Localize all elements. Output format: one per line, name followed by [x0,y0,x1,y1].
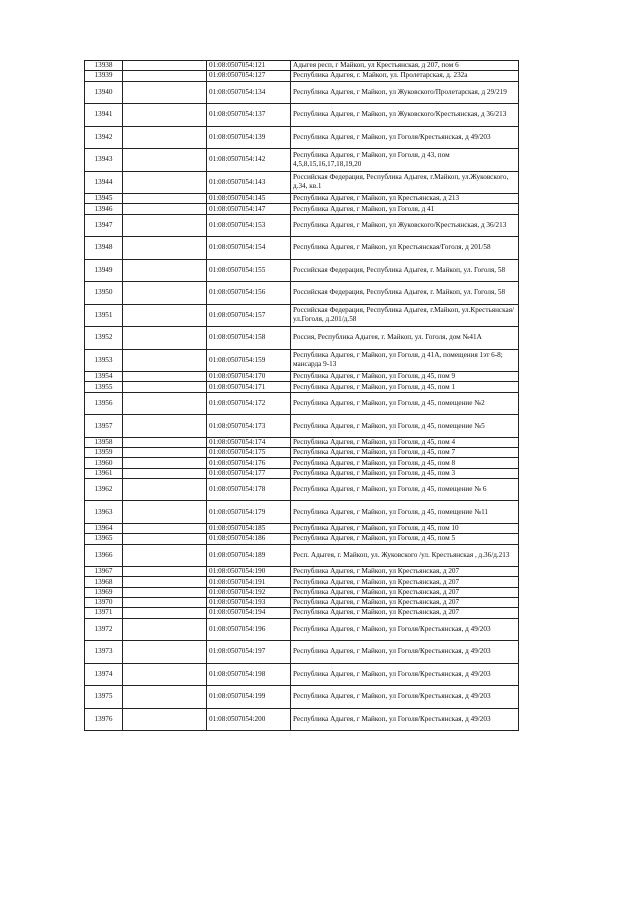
cadastral-number: 01:08:0507054:145 [207,194,291,204]
row-number: 13966 [85,544,123,567]
row-number: 13958 [85,437,123,447]
cadastral-number: 01:08:0507054:155 [207,259,291,282]
row-number: 13962 [85,478,123,501]
table-row [85,534,519,544]
empty-cell [123,104,207,127]
table-row [85,458,519,468]
address-cell: Республика Адыгея, г Майкоп, ул Гоголя, д 43, пом 4,5,8,15,16,17,18,19,20 [291,149,519,172]
empty-cell [123,126,207,149]
empty-cell [123,663,207,686]
row-number: 13956 [85,392,123,415]
row-number: 13975 [85,686,123,709]
address-cell: Российская Федерация, Республика Адыгея, г. Майкоп, ул. Гоголя, 58 [291,282,519,305]
empty-cell [123,149,207,172]
address-cell: Россия, Республика Адыгея, г. Майкоп, ул. Гоголя, дом №41А [291,327,519,350]
table-row [85,104,519,127]
row-number: 13940 [85,81,123,104]
cadastral-number: 01:08:0507054:137 [207,104,291,127]
address-cell: Республика Адыгея, г Майкоп, ул Гоголя, д 45, пом 9 [291,372,519,382]
table-row [85,577,519,587]
empty-cell [123,567,207,577]
cadastral-number: 01:08:0507054:134 [207,81,291,104]
cadastral-number: 01:08:0507054:194 [207,608,291,618]
empty-cell [123,587,207,597]
cadastral-number: 01:08:0507054:158 [207,327,291,350]
empty-cell [123,194,207,204]
cadastral-number: 01:08:0507054:200 [207,708,291,731]
table-row [85,448,519,458]
empty-cell [123,81,207,104]
cadastral-number: 01:08:0507054:185 [207,523,291,533]
table-row [85,214,519,237]
table-row [85,587,519,597]
empty-cell [123,448,207,458]
table-row [85,641,519,664]
row-number: 13969 [85,587,123,597]
cadastral-number: 01:08:0507054:196 [207,618,291,641]
row-number: 13938 [85,61,123,71]
cadastral-number: 01:08:0507054:170 [207,372,291,382]
table-row [85,81,519,104]
cadastral-number: 01:08:0507054:191 [207,577,291,587]
address-cell: Республика Адыгея, г Майкоп, ул Гоголя, д 45, помещение №2 [291,392,519,415]
table-row [85,382,519,392]
empty-cell [123,372,207,382]
table-row [85,523,519,533]
table-row [85,708,519,731]
table-row [85,349,519,372]
row-number: 13952 [85,327,123,350]
empty-cell [123,686,207,709]
table-row [85,618,519,641]
row-number: 13963 [85,501,123,524]
table-row [85,415,519,438]
empty-cell [123,544,207,567]
row-number: 13945 [85,194,123,204]
table-row [85,544,519,567]
table-row [85,437,519,447]
row-number: 13971 [85,608,123,618]
empty-cell [123,204,207,214]
address-cell: Республика Адыгея, г Майкоп, ул Гоголя/Крестьянская, д 49/203 [291,686,519,709]
row-number: 13948 [85,237,123,260]
table-row [85,392,519,415]
row-number: 13976 [85,708,123,731]
address-cell: Республика Адыгея, г Майкоп, ул Жуковского/Пролетарская, д 29/219 [291,81,519,104]
cadastral-number: 01:08:0507054:171 [207,382,291,392]
empty-cell [123,304,207,327]
row-number: 13947 [85,214,123,237]
empty-cell [123,618,207,641]
cadastral-number: 01:08:0507054:143 [207,171,291,194]
row-number: 13951 [85,304,123,327]
address-cell: Республика Адыгея, г Майкоп, ул Гоголя, д 45, помещение № 6 [291,478,519,501]
row-number: 13970 [85,597,123,607]
cadastral-number: 01:08:0507054:175 [207,448,291,458]
row-number: 13950 [85,282,123,305]
address-cell: Республика Адыгея, г Майкоп, ул Жуковского/Крестьянская, д 36/213 [291,214,519,237]
address-cell: Республика Адыгея, г. Майкоп, ул. Пролетарская, д. 232а [291,71,519,81]
table-row [85,663,519,686]
row-number: 13972 [85,618,123,641]
table-row [85,567,519,577]
address-cell: Российская Федерация, Республика Адыгея, г.Майкоп, ул.Крестьянская/ул.Гоголя, д.201/д.58 [291,304,519,327]
empty-cell [123,237,207,260]
empty-cell [123,478,207,501]
table-row [85,686,519,709]
row-number: 13965 [85,534,123,544]
address-cell: Респ. Адыгея, г. Майкоп, ул. Жуковского /ул. Крестьянская , д.36/д.213 [291,544,519,567]
table-row [85,171,519,194]
cadastral-number: 01:08:0507054:159 [207,349,291,372]
cadastral-number: 01:08:0507054:173 [207,415,291,438]
cadastral-number: 01:08:0507054:176 [207,458,291,468]
table-row [85,597,519,607]
empty-cell [123,171,207,194]
cadastral-number: 01:08:0507054:190 [207,567,291,577]
empty-cell [123,523,207,533]
cadastral-number: 01:08:0507054:193 [207,597,291,607]
address-cell: Республика Адыгея, г Майкоп, ул Крестьянская, д 207 [291,608,519,618]
row-number: 13941 [85,104,123,127]
empty-cell [123,214,207,237]
address-cell: Республика Адыгея, г Майкоп, ул Гоголя, д 45, пом 10 [291,523,519,533]
cadastral-number: 01:08:0507054:178 [207,478,291,501]
cadastral-number: 01:08:0507054:189 [207,544,291,567]
cadastral-number: 01:08:0507054:177 [207,468,291,478]
empty-cell [123,577,207,587]
row-number: 13942 [85,126,123,149]
row-number: 13949 [85,259,123,282]
table-row [85,327,519,350]
address-cell: Республика Адыгея, г Майкоп, ул Гоголя/Крестьянская, д 49/203 [291,618,519,641]
empty-cell [123,468,207,478]
cadastral-number: 01:08:0507054:153 [207,214,291,237]
row-number: 13967 [85,567,123,577]
cadastral-number: 01:08:0507054:121 [207,61,291,71]
cadastral-number: 01:08:0507054:157 [207,304,291,327]
empty-cell [123,641,207,664]
address-cell: Адыгея респ, г Майкоп, ул Крестьянская, д 207, пом 6 [291,61,519,71]
row-number: 13946 [85,204,123,214]
table-row [85,204,519,214]
address-cell: Республика Адыгея, г Майкоп, ул Гоголя, д 45, помещение №11 [291,501,519,524]
empty-cell [123,327,207,350]
row-number: 13968 [85,577,123,587]
table-row [85,501,519,524]
empty-cell [123,349,207,372]
row-number: 13961 [85,468,123,478]
address-cell: Республика Адыгея, г Майкоп, ул Крестьянская, д 207 [291,587,519,597]
table-row [85,304,519,327]
address-cell: Республика Адыгея, г Майкоп, ул Гоголя/Крестьянская, д 49/203 [291,126,519,149]
empty-cell [123,501,207,524]
table-row [85,478,519,501]
address-cell: Республика Адыгея, г Майкоп, ул Крестьянская, д 207 [291,577,519,587]
empty-cell [123,382,207,392]
cadastral-number: 01:08:0507054:147 [207,204,291,214]
address-cell: Республика Адыгея, г Майкоп, ул Гоголя, д 45, пом 4 [291,437,519,447]
empty-cell [123,259,207,282]
table-row [85,608,519,618]
address-cell: Республика Адыгея, г Майкоп, ул Крестьянская, д 207 [291,597,519,607]
row-number: 13960 [85,458,123,468]
empty-cell [123,534,207,544]
empty-cell [123,415,207,438]
table-row [85,71,519,81]
table-row [85,61,519,71]
address-cell: Республика Адыгея, г Майкоп, ул Гоголя, д 45, помещение №5 [291,415,519,438]
table-row [85,282,519,305]
cadastral-number: 01:08:0507054:154 [207,237,291,260]
cadastral-number: 01:08:0507054:127 [207,71,291,81]
address-cell: Республика Адыгея, г Майкоп, ул Гоголя, д 45, пом 7 [291,448,519,458]
empty-cell [123,71,207,81]
address-cell: Республика Адыгея, г Майкоп, ул Жуковского/Крестьянская, д 36/213 [291,104,519,127]
address-cell: Республика Адыгея, г Майкоп, ул Гоголя/Крестьянская, д 49/203 [291,663,519,686]
address-cell: Российская Федерация, Республика Адыгея, г. Майкоп, ул. Гоголя, 58 [291,259,519,282]
empty-cell [123,608,207,618]
row-number: 13953 [85,349,123,372]
address-cell: Республика Адыгея, г Майкоп, ул Гоголя, д 45, пом 3 [291,468,519,478]
row-number: 13973 [85,641,123,664]
empty-cell [123,392,207,415]
row-number: 13974 [85,663,123,686]
empty-cell [123,282,207,305]
address-cell: Республика Адыгея, г Майкоп, ул Крестьянская, д 213 [291,194,519,204]
address-cell: Республика Адыгея, г Майкоп, ул Гоголя/Крестьянская, д 49/203 [291,708,519,731]
registry-table [84,60,519,731]
empty-cell [123,708,207,731]
address-cell: Республика Адыгея, г Майкоп, ул Гоголя, д 41 [291,204,519,214]
cadastral-number: 01:08:0507054:186 [207,534,291,544]
cadastral-number: 01:08:0507054:198 [207,663,291,686]
cadastral-number: 01:08:0507054:142 [207,149,291,172]
empty-cell [123,458,207,468]
address-cell: Российская Федерация, Республика Адыгея, г.Майкоп, ул.Жуковского, д.34, кв.1 [291,171,519,194]
table-row [85,149,519,172]
cadastral-number: 01:08:0507054:179 [207,501,291,524]
address-cell: Республика Адыгея, г Майкоп, ул Гоголя, д 41А, помещения 1эт 6-8; мансарда 9-13 [291,349,519,372]
row-number: 13954 [85,372,123,382]
address-cell: Республика Адыгея, г Майкоп, ул Гоголя, д 45, пом 8 [291,458,519,468]
cadastral-number: 01:08:0507054:174 [207,437,291,447]
row-number: 13955 [85,382,123,392]
table-row [85,126,519,149]
row-number: 13959 [85,448,123,458]
table-row [85,194,519,204]
cadastral-number: 01:08:0507054:139 [207,126,291,149]
address-cell: Республика Адыгея, г Майкоп, ул Гоголя, д 45, пом 5 [291,534,519,544]
empty-cell [123,437,207,447]
row-number: 13957 [85,415,123,438]
row-number: 13944 [85,171,123,194]
cadastral-number: 01:08:0507054:156 [207,282,291,305]
cadastral-number: 01:08:0507054:172 [207,392,291,415]
table-row [85,372,519,382]
empty-cell [123,597,207,607]
cadastral-number: 01:08:0507054:199 [207,686,291,709]
table-row [85,468,519,478]
row-number: 13964 [85,523,123,533]
row-number: 13943 [85,149,123,172]
table-row [85,259,519,282]
registry-table-body [85,61,519,731]
cadastral-number: 01:08:0507054:197 [207,641,291,664]
cadastral-number: 01:08:0507054:192 [207,587,291,597]
row-number: 13939 [85,71,123,81]
table-row [85,237,519,260]
address-cell: Республика Адыгея, г Майкоп, ул Крестьянская, д 207 [291,567,519,577]
empty-cell [123,61,207,71]
address-cell: Республика Адыгея, г Майкоп, ул Гоголя/Крестьянская, д 49/203 [291,641,519,664]
address-cell: Республика Адыгея, г Майкоп, ул Крестьянская/Гоголя, д 201/58 [291,237,519,260]
address-cell: Республика Адыгея, г Майкоп, ул Гоголя, д 45, пом 1 [291,382,519,392]
